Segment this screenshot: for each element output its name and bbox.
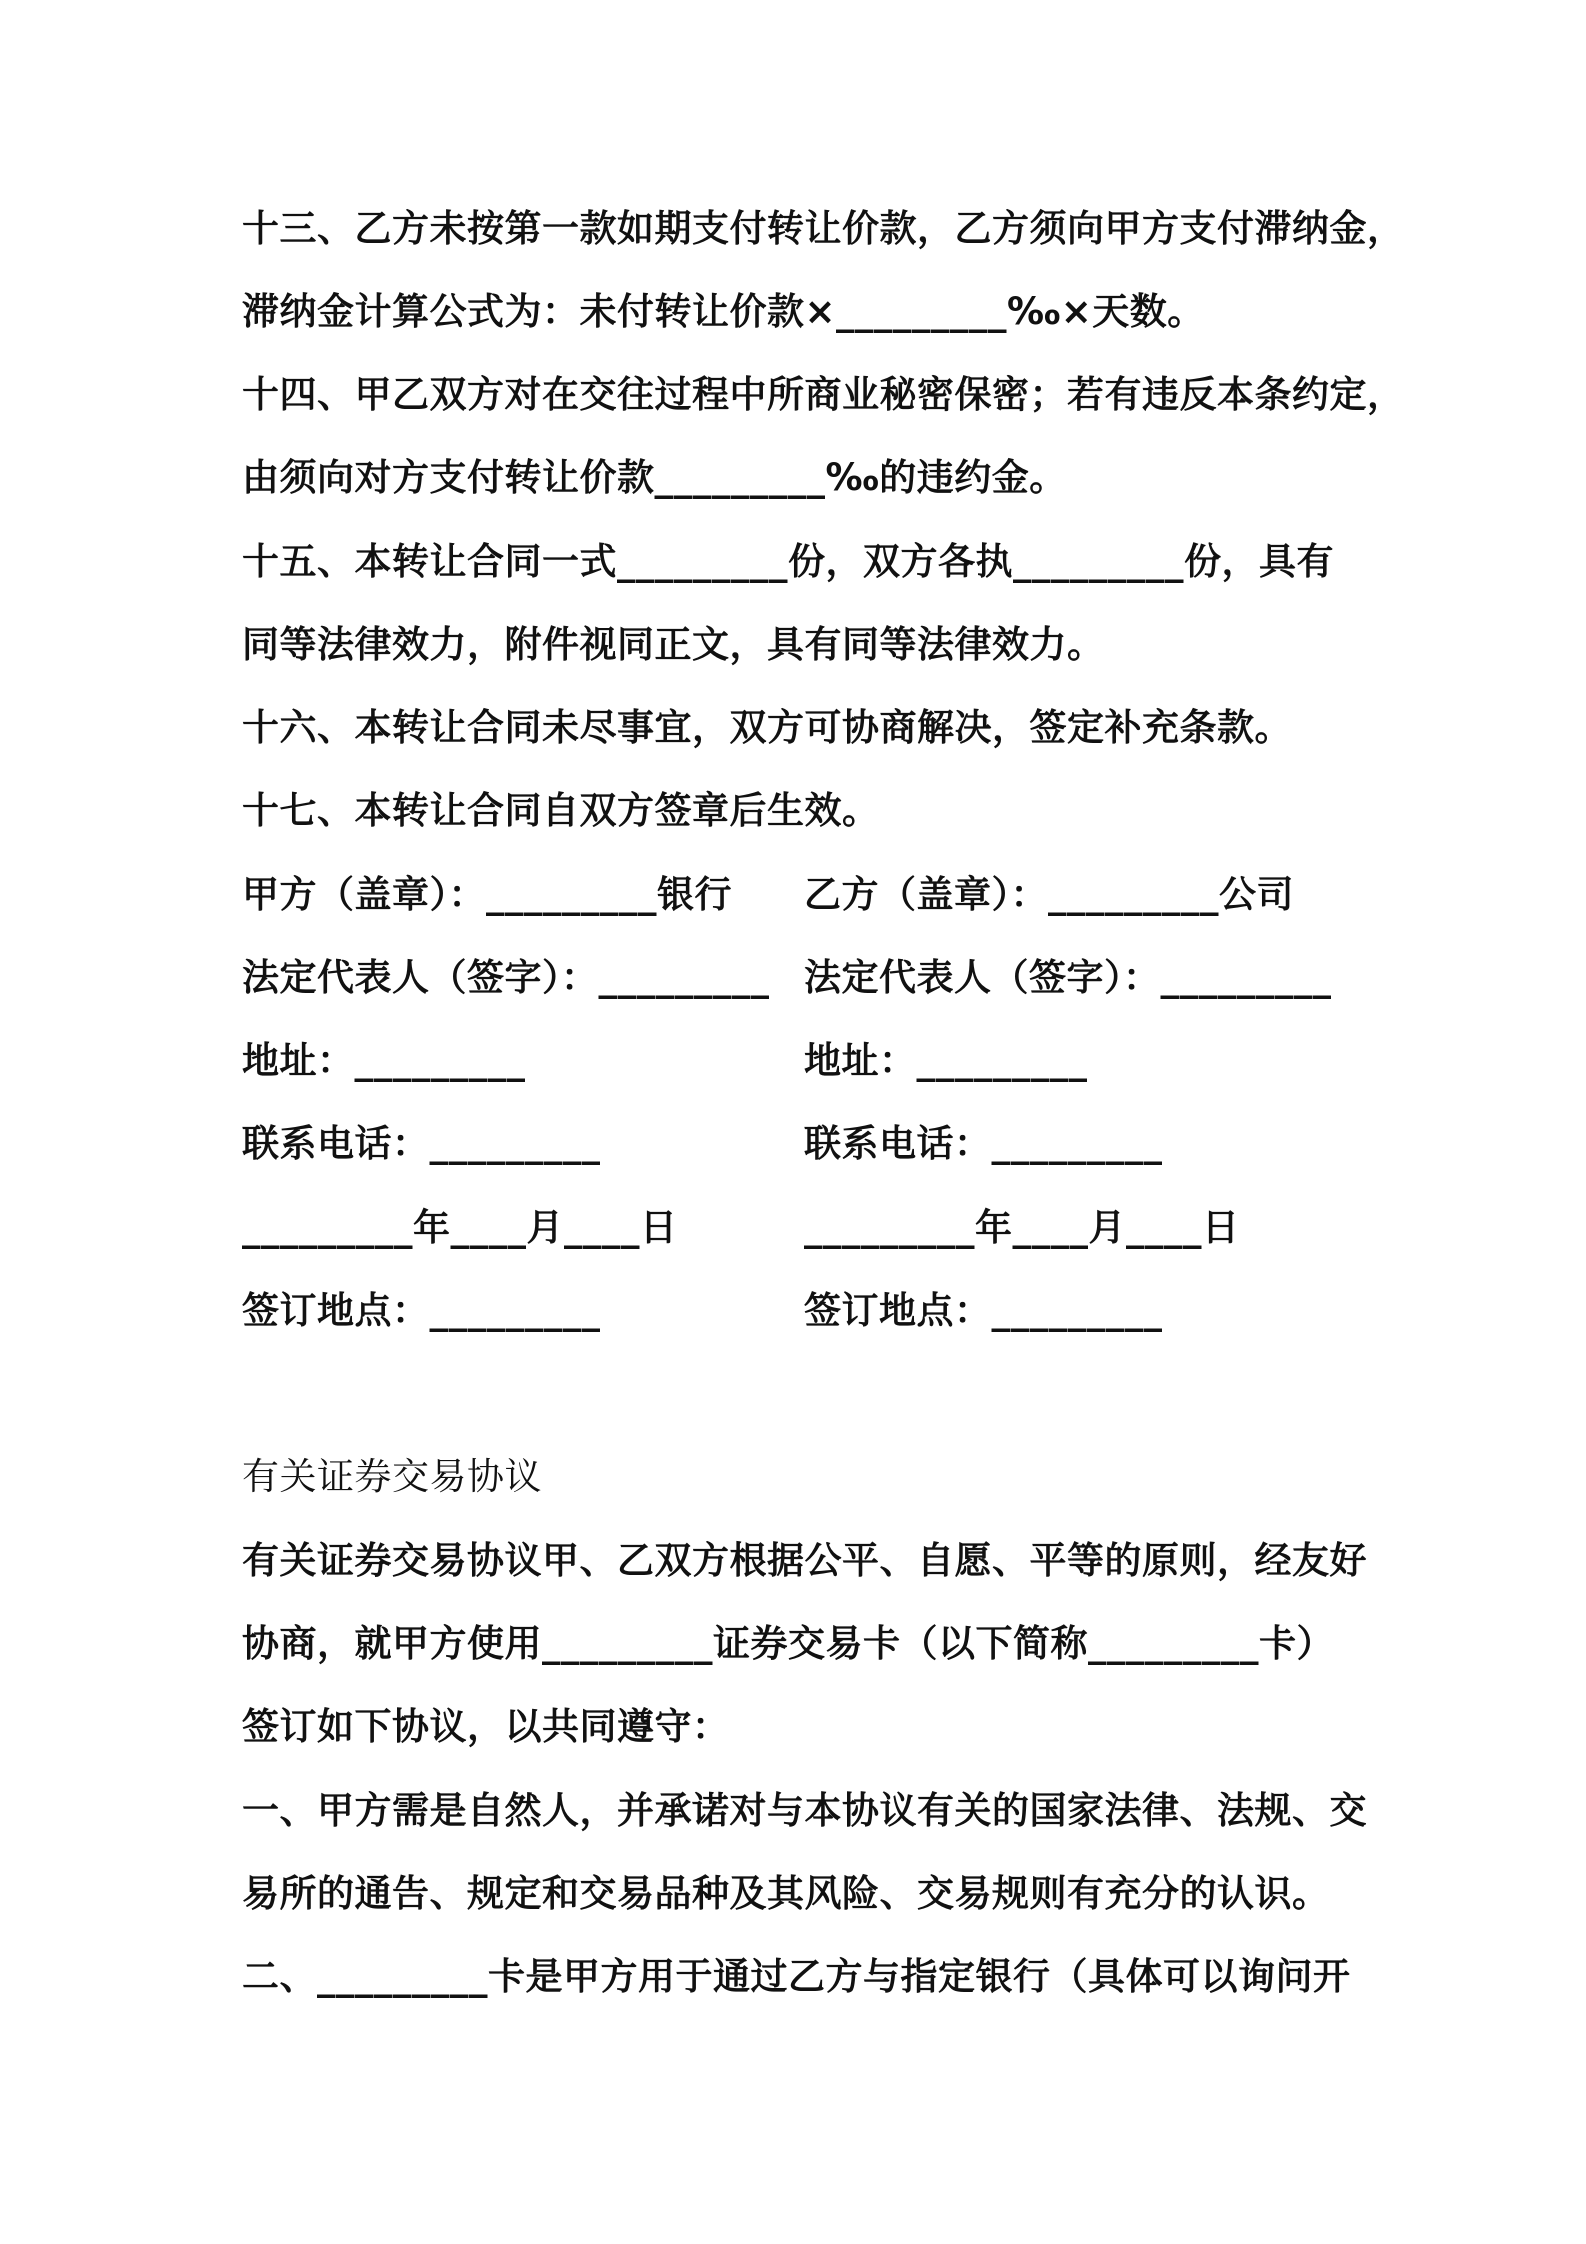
agreement-title: 有关证券交易协议 [242,1455,542,1498]
party-b-address: 地址：_________ [804,1039,1088,1082]
party-a-representative: 法定代表人（签字）：_________ [242,956,770,999]
clause-14-line-2: 由须向对方支付转让价款_________‰的违约金。 [242,456,1067,499]
clause-16: 十六、本转让合同未尽事宜，双方可协商解决，签定补充条款。 [242,706,1292,749]
party-a-address: 地址：_________ [242,1039,526,1082]
party-b-date: _________年____月____日 [804,1206,1240,1249]
party-b-signing-place: 签订地点：_________ [804,1289,1163,1332]
party-a-seal: 甲方（盖章）：_________银行 [242,873,732,916]
clause-17: 十七、本转让合同自双方签章后生效。 [242,789,880,832]
agreement-line-5: 易所的通告、规定和交易品种及其风险、交易规则有充分的认识。 [242,1872,1330,1915]
agreement-line-1: 有关证券交易协议甲、乙双方根据公平、自愿、平等的原则，经友好 [242,1539,1367,1582]
clause-15-line-2: 同等法律效力，附件视同正文，具有同等法律效力。 [242,623,1105,666]
agreement-line-3: 签订如下协议，以共同遵守： [242,1705,730,1748]
party-b-phone: 联系电话：_________ [804,1122,1163,1165]
party-a-date: _________年____月____日 [242,1206,678,1249]
party-a-signing-place: 签订地点：_________ [242,1289,601,1332]
agreement-line-6: 二、_________卡是甲方用于通过乙方与指定银行（具体可以询问开 [242,1955,1351,1998]
clause-13-line-1: 十三、乙方未按第一款如期支付转让价款，乙方须向甲方支付滞纳金， [242,207,1405,250]
agreement-line-2: 协商，就甲方使用_________证券交易卡（以下简称_________卡） [242,1622,1334,1665]
agreement-line-4: 一、甲方需是自然人，并承诺对与本协议有关的国家法律、法规、交 [242,1789,1367,1832]
party-a-phone: 联系电话：_________ [242,1122,601,1165]
party-b-representative: 法定代表人（签字）：_________ [804,956,1332,999]
clause-15-line-1: 十五、本转让合同一式_________份，双方各执_________份，具有 [242,540,1334,583]
clause-14-line-1: 十四、甲乙双方对在交往过程中所商业秘密保密；若有违反本条约定， [242,373,1405,416]
party-b-seal: 乙方（盖章）：_________公司 [804,873,1294,916]
clause-13-line-2: 滞纳金计算公式为：未付转让价款×_________‰×天数。 [242,290,1205,333]
